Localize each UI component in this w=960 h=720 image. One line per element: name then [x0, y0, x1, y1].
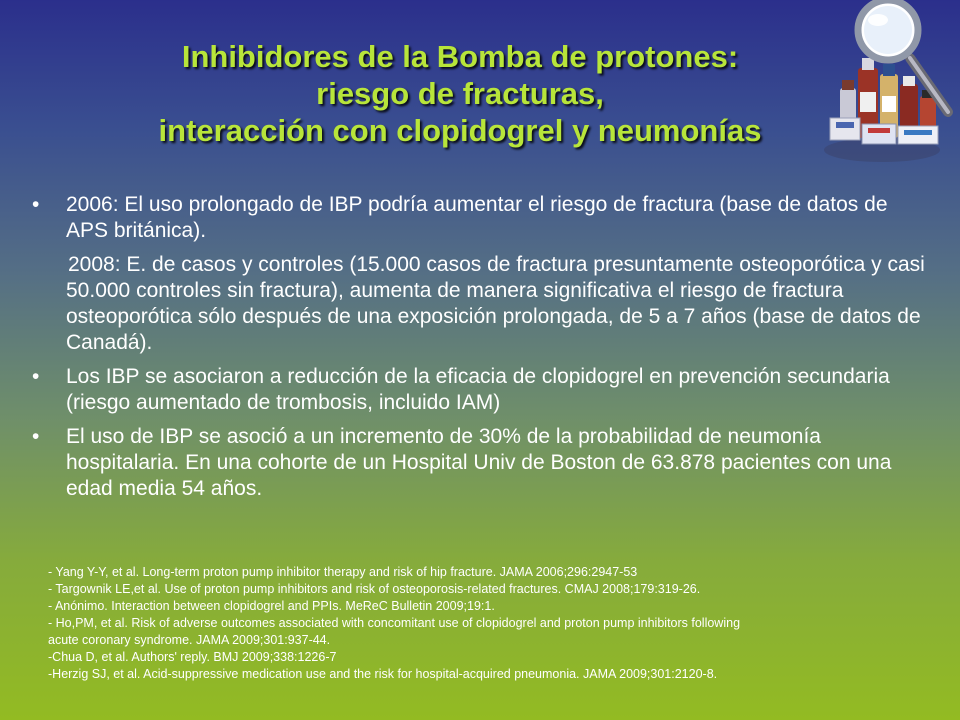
title-line-1: Inhibidores de la Bomba de protones:	[181, 39, 739, 74]
bullet-item	[30, 424, 930, 502]
reference-line: - Yang Y-Y, et al. Long-term proton pump inhibitor therapy and risk of hip fracture. JAMA 2006;296:2947-53	[48, 565, 638, 579]
bullet-item	[30, 364, 930, 416]
title-line-2: riesgo de fracturas,	[316, 76, 604, 111]
slide-title	[60, 38, 860, 149]
medicine-illustration	[822, 0, 960, 168]
references	[48, 564, 948, 683]
bullet-marker: •	[32, 193, 40, 216]
bullet-item	[30, 192, 930, 244]
reference-line: -Herzig SJ, et al. Acid-suppressive medication use and the risk for hospital-acquired pneumonia. JAMA 2009;301:2120-8.	[48, 667, 718, 681]
title-line-3: interacción con clopidogrel y neumonías	[158, 113, 762, 148]
bullet-continuation: 2008: E. de casos y controles (15.000 casos de fractura presuntamente osteoporótica y casi 50.000 controles sin fractura), aumenta de manera significativa el riesgo de fractura osteoporótica sólo después de una exposición prolongada, de 5 a 7 años (base de datos de Canadá).	[66, 253, 925, 354]
reference-line: - Targownik LE,et al. Use of proton pump inhibitors and risk of osteoporosis-related fractures. CMAJ 2008;179:319-26.	[48, 582, 701, 596]
reference-line: acute coronary syndrome. JAMA 2009;301:937-44.	[48, 633, 331, 647]
bullet-marker: •	[32, 365, 40, 388]
slide-body	[30, 192, 930, 510]
bullet-text: El uso de IBP se asoció a un incremento de 30% de la probabilidad de neumonía hospitalaria. En una cohorte de un Hospital Univ de Boston de 63.878 pacientes con una edad media 54 años.	[66, 425, 892, 500]
bullet-marker: •	[32, 425, 40, 448]
reference-line: - Anónimo. Interaction between clopidogrel and PPIs. MeReC Bulletin 2009;19:1.	[48, 599, 495, 613]
reference-line: - Ho,PM, et al. Risk of adverse outcomes associated with concomitant use of clopidogrel and proton pump inhibitors following	[48, 616, 741, 630]
bullet-text: 2006: El uso prolongado de IBP podría aumentar el riesgo de fractura (base de datos de APS británica).	[66, 193, 888, 242]
bullet-text: Los IBP se asociaron a reducción de la eficacia de clopidogrel en prevención secundaria (riesgo aumentado de trombosis, incluido IAM)	[66, 365, 890, 414]
reference-line: -Chua D, et al. Authors' reply. BMJ 2009;338:1226-7	[48, 650, 337, 664]
